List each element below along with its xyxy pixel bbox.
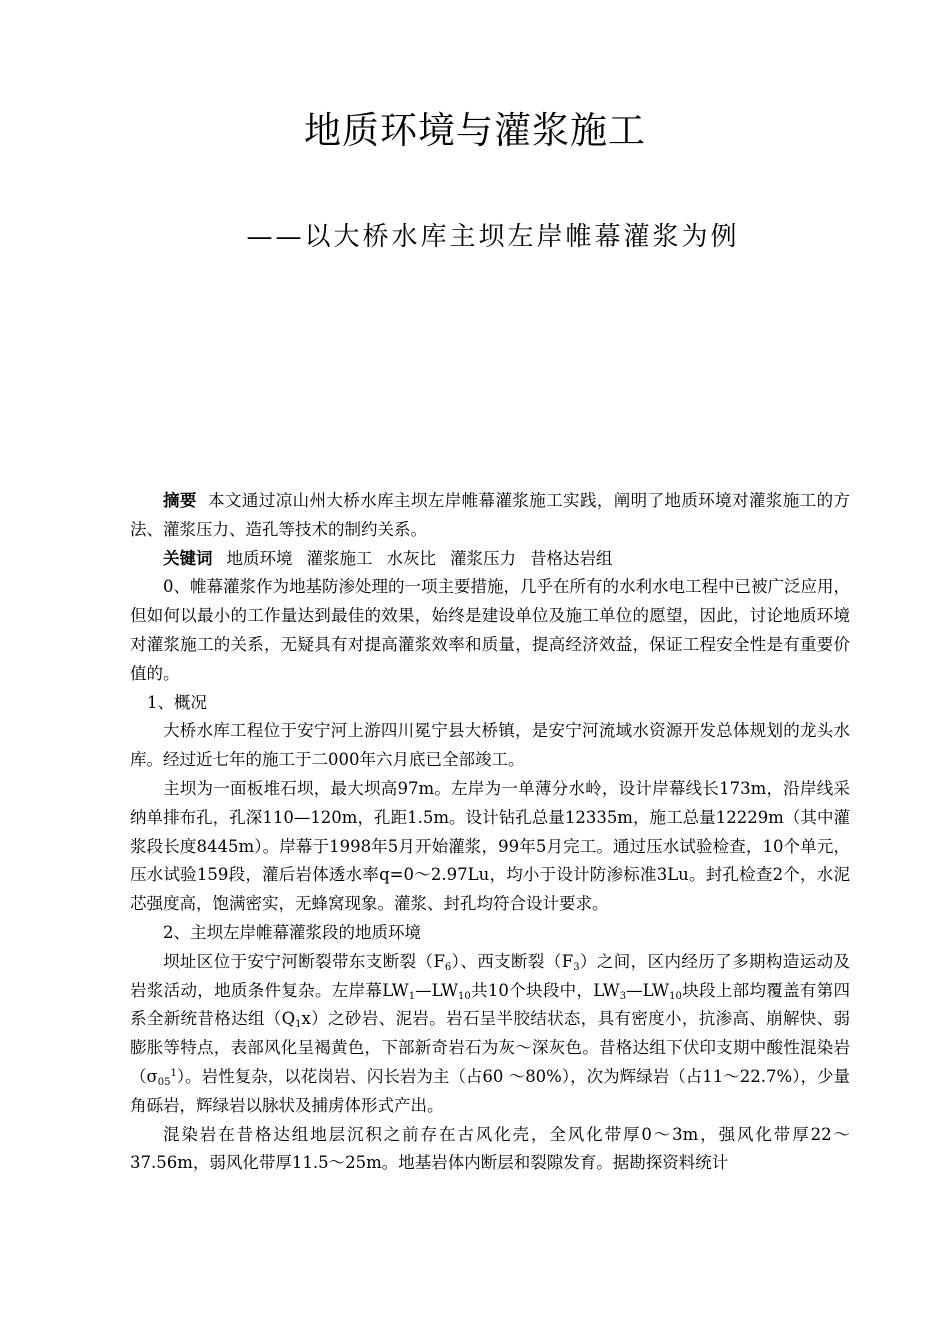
keyword-item: 灌浆压力 bbox=[450, 548, 516, 568]
abstract-paragraph bbox=[130, 487, 850, 545]
section-2-heading: 2、主坝左岸帷幕灌浆段的地质环境 bbox=[163, 922, 421, 942]
text-run: ）、西支断裂（F bbox=[451, 951, 574, 971]
subscript: 1 bbox=[408, 990, 416, 1002]
text-run: ）。岩性复杂，以花岗岩、闪长岩为主（占60 ～80%），次为辉绿岩（占11～22.7%），少量角砾岩，辉绿岩以脉状及捕虏体形式产出。 bbox=[130, 1066, 850, 1115]
subscript: 3 bbox=[619, 990, 627, 1002]
subscript: 10 bbox=[458, 990, 471, 1002]
abstract-label: 摘要 bbox=[163, 491, 197, 510]
keywords-label: 关键词 bbox=[163, 548, 213, 568]
document-title: 地质环境与灌浆施工 bbox=[304, 109, 646, 152]
text-run: —LW bbox=[626, 980, 670, 1000]
subscript: 6 bbox=[444, 961, 452, 973]
text-run: x）之砂岩、泥岩。岩石呈半胶结状态，具有密度小，抗渗高、崩解快、弱膨胀等特点，表部风化呈褐黄色，下部新奇岩石为灰～深灰色。昔格达组下伏印支期中酸性混染岩 （σ bbox=[130, 1009, 883, 1086]
intro-paragraph: 0、帷幕灌浆作为地基防渗处理的一项主要措施，几乎在所有的水利水电工程中已被广泛应用，但如何以最小的工作量达到最佳的效果，始终是建设单位及施工单位的愿望，因此，讨论地质环境对灌浆施工的关系，无疑具有对提高灌浆效率和质量，提高经济效益，保证工程安全性是有重要价值的。 bbox=[130, 577, 850, 683]
superscript: 1 bbox=[170, 1067, 177, 1079]
subscript: 10 bbox=[669, 990, 682, 1002]
subscript: 05 bbox=[157, 1076, 171, 1088]
keyword-item: 灌浆施工 bbox=[306, 548, 373, 568]
keyword-item: 水灰比 bbox=[386, 548, 436, 568]
text-run: 共10个块段中，LW bbox=[470, 980, 620, 1000]
abstract-text: 本文通过凉山州大桥水库主坝左岸帷幕灌浆施工实践，阐明了地质环境对灌浆施工的方法、灌浆压力、造孔等技术的制约关系。 bbox=[130, 491, 850, 539]
subscript: 1 bbox=[295, 1019, 302, 1031]
keyword-item: 地质环境 bbox=[226, 548, 293, 568]
section-1-heading: 1、概况 bbox=[147, 692, 207, 712]
section-1-paragraph-1: 大桥水库工程位于安宁河上游四川冕宁县大桥镇，是安宁河流域水资源开发总体规划的龙头水库。经过近七年的施工于二000年六月底已全部竣工。 bbox=[130, 721, 850, 770]
document-subtitle: ——以大桥水库主坝左岸帷幕灌浆为例 bbox=[246, 222, 740, 252]
document-body bbox=[130, 487, 883, 1178]
section-1-paragraph-2: 主坝为一面板堆石坝，最大坝高97m。左岸为一单薄分水岭，设计岸幕线长173m，沿岸线采纳单排布孔，孔深110—120m，孔距1.5m。设计钻孔总量12335m，施工总量12229m（其中灌浆段长度8445m）。岸幕于1998年5月开始灌浆，99年5月完工。通过压水试验检查，10个单元，压水试验159段，灌后岩体透水率q=0～2.97Lu，均小于设计防渗标准3Lu。封孔检查2个，水泥芯强度高，饱满密实，无蜂窝现象。灌浆、封孔均符合设计要求。 bbox=[130, 778, 850, 914]
text-run: ）之间，区内经历了多期构造运动及岩浆活动，地质条件复杂。左岸幕LW bbox=[130, 951, 850, 1000]
keywords-paragraph bbox=[130, 545, 850, 574]
section-2-paragraph-1 bbox=[130, 948, 883, 1121]
text-run: 块段上部均覆盖有第四系全新统昔格达组（Q bbox=[130, 980, 851, 1029]
section-2-paragraph-2: 混染岩在昔格达组地层沉积之前存在古风化壳，全风化带厚0～3m，强风化带厚22～37.56m，弱风化带厚11.5～25m。地基岩体内断层和裂隙发育。据勘探资料统计 bbox=[130, 1124, 850, 1173]
text-run: —LW bbox=[415, 980, 459, 1000]
subscript: 3 bbox=[573, 961, 580, 973]
keyword-item: 昔格达岩组 bbox=[530, 548, 613, 568]
text-run: 坝址区位于安宁河断裂带东支断裂（F bbox=[163, 951, 445, 971]
